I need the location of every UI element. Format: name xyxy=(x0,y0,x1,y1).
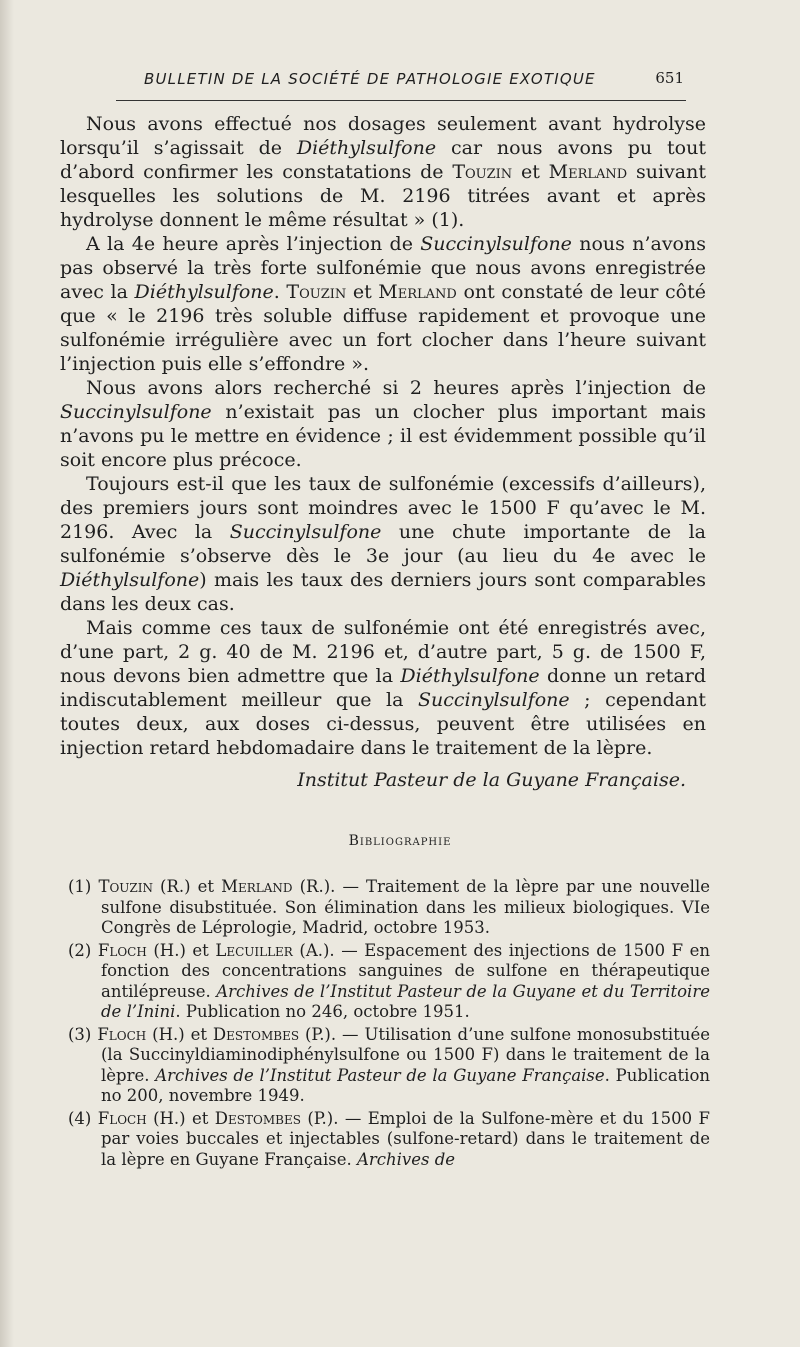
bibliography-entry xyxy=(68,877,710,939)
text-run: ont constaté de leur côté que « le 2196 très soluble diffuse rapidement et provoque une sulfonémie irrégulière avec un fort clocher dans l’heure suivant l’injection puis elle s’effondre ». xyxy=(60,281,706,375)
paragraph xyxy=(60,616,706,760)
italic-text: Archives de l’Institut Pasteur de la Guyane et du Territoire de l’Inini xyxy=(101,981,710,1021)
author-name: Destombes xyxy=(212,1024,300,1044)
author-name: Merland xyxy=(221,877,293,896)
text-run: Mais comme ces taux de sulfonémie ont été enregistrés avec, d’une part, 2 g. 40 de M. 2196 et, d’autre part, 5 g. de 1500 F, nous devons bien admettre que la xyxy=(60,617,706,687)
paragraph xyxy=(60,112,706,232)
text-run: n’existait pas un clocher plus important mais n’avons pu le mettre en évidence ; il est évidemment possible qu’il soit encore plus précoce. xyxy=(60,401,706,471)
running-header xyxy=(116,66,686,101)
paragraph xyxy=(60,232,706,376)
text-run: ) mais les taux des derniers jours sont comparables dans les deux cas. xyxy=(60,569,706,615)
paragraph xyxy=(60,376,706,472)
text-run: (P.). — Emploi de la Sulfone-mère et du 1500 F par voies buccales et injectables (sulfone-retard) dans le traitement de la lèpre en Guyane Française. xyxy=(101,1108,711,1169)
text-run: (P.). — Utilisation d’une sulfone monosubstituée (la Succinyldiaminodiphénylsulfone ou 1500 F) dans le traitement de la lèpre. xyxy=(101,1024,710,1085)
italic-text: Diéthylsulfone xyxy=(134,281,274,303)
author-name: Touzin xyxy=(98,877,153,896)
italic-text: Diéthylsulfone xyxy=(60,569,200,591)
text-run: (3) xyxy=(68,1024,98,1044)
bibliography-list xyxy=(68,877,710,1172)
text-run: suivant lesquelles les solutions de M. 2196 titrées avant et après hydrolyse donnent le même résultat » (1). xyxy=(60,161,706,231)
text-run: (H.) et xyxy=(146,940,216,960)
author-name: Floch xyxy=(97,940,147,960)
paragraph xyxy=(60,472,706,616)
author-name: Merland xyxy=(548,161,628,183)
text-run: (R.). — Traitement de la lèpre par une nouvelle sulfone disubstituée. Son élimination dans les milieux biologiques. VIe Congrès de Léprologie, Madrid, octobre 1953. xyxy=(101,877,710,937)
text-run: Nous avons effectué nos dosages seulement avant hydrolyse lorsqu’il s’agissait de xyxy=(60,113,706,159)
page-shadow-edge xyxy=(0,0,14,1347)
text-run: (2) xyxy=(68,940,98,960)
text-run: donne un retard indiscutablement meilleur que la xyxy=(60,665,706,711)
text-run: Toujours est-il que les taux de sulfonémie (excessifs d’ailleurs), des premiers jours sont moindres avec le 1500 F qu’avec le M. 2196. Avec la xyxy=(60,473,706,543)
author-name: Merland xyxy=(378,281,457,303)
text-run: et xyxy=(346,281,379,303)
text-run: (1) xyxy=(68,877,99,896)
author-name: Touzin xyxy=(286,281,347,303)
author-name: Floch xyxy=(97,1024,147,1044)
running-title: BULLETIN DE LA SOCIÉTÉ DE PATHOLOGIE EXOTIQUE xyxy=(144,70,596,88)
author-name: Destombes xyxy=(214,1108,301,1128)
text-run: une chute importante de la sulfonémie s’observe dès le 3e jour (au lieu du 4e avec le xyxy=(60,521,706,567)
text-run: Nous avons alors recherché si 2 heures après l’injection de xyxy=(86,377,706,399)
author-name: Lecuiller xyxy=(215,940,293,960)
bibliography-entry xyxy=(68,941,710,1023)
author-name: Floch xyxy=(97,1108,147,1128)
italic-text: Succinylsulfone xyxy=(60,401,212,423)
bibliography-heading: Bibliographie xyxy=(348,833,452,849)
text-run: . Publication no 246, octobre 1951. xyxy=(175,1002,470,1021)
text-run: et xyxy=(512,161,549,183)
text-run: (R.) et xyxy=(152,877,222,896)
institution-signature: Institut Pasteur de la Guyane Française. xyxy=(297,769,686,791)
text-run: (A.). — Espacement des injections de 1500 F en fonction des concentrations sanguines de sulfone en thérapeutique antilépreuse. xyxy=(101,940,710,1001)
text-run: ; cependant toutes deux, aux doses ci-dessus, peuvent être utilisées en injection retard hebdomadaire dans le traitement de la lèpre. xyxy=(60,689,706,759)
text-run: (4) xyxy=(68,1108,98,1128)
author-name: Touzin xyxy=(452,161,513,183)
text-run: . Publication no 200, novembre 1949. xyxy=(101,1065,711,1105)
page-number: 651 xyxy=(655,69,684,87)
article-body xyxy=(60,112,706,760)
text-run: car nous avons pu tout d’abord confirmer les constatations de xyxy=(60,137,706,183)
italic-text: Archives de xyxy=(356,1149,456,1169)
text-run: . xyxy=(273,281,287,303)
text-run: A la 4e heure après l’injection de xyxy=(86,233,421,255)
bibliography-entry xyxy=(68,1025,710,1107)
italic-text: Archives de l’Institut Pasteur de la Guyane Française xyxy=(155,1065,605,1085)
text-run: (H.) et xyxy=(146,1108,215,1128)
italic-text: Diéthylsulfone xyxy=(296,137,437,159)
italic-text: Diéthylsulfone xyxy=(400,665,540,687)
text-run: (H.) et xyxy=(146,1024,213,1044)
text-run: nous n’avons pas observé la très forte sulfonémie que nous avons enregistrée avec la xyxy=(60,233,706,303)
bibliography-entry xyxy=(68,1109,710,1171)
italic-text: Succinylsulfone xyxy=(420,233,572,255)
italic-text: Succinylsulfone xyxy=(417,689,570,711)
italic-text: Succinylsulfone xyxy=(229,521,382,543)
